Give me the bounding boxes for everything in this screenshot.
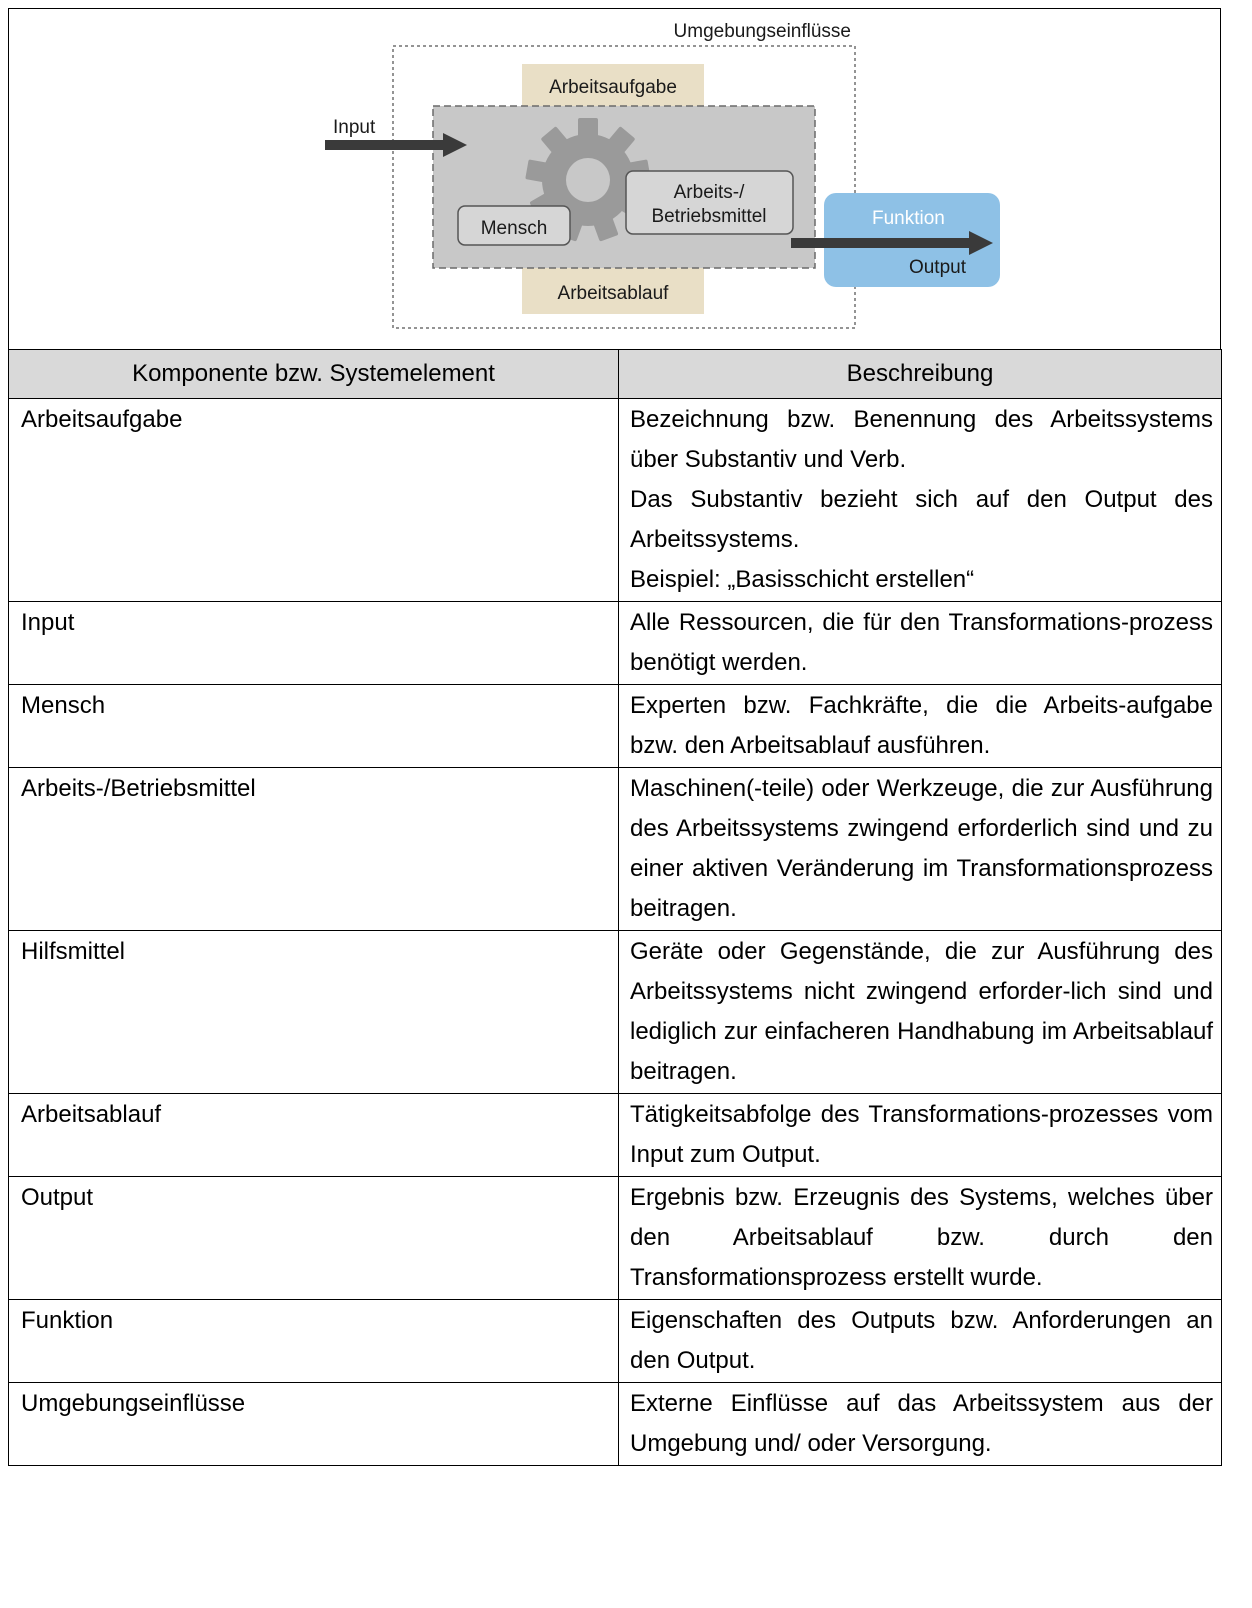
description-paragraph: Tätigkeitsabfolge des Transformations-prozesses vom Input zum Output.	[630, 1101, 1213, 1168]
task-label: Arbeitsaufgabe	[549, 77, 677, 98]
component-cell: Input	[9, 602, 619, 685]
description-paragraph: Bezeichnung bzw. Benennung des Arbeitssystems über Substantiv und Verb.	[630, 406, 1213, 473]
description-cell	[619, 1383, 1222, 1466]
table-row	[9, 685, 1222, 768]
description-cell	[619, 1177, 1222, 1300]
description-paragraph: Alle Ressourcen, die für den Transformations-prozess benötigt werden.	[630, 609, 1213, 676]
component-table	[8, 349, 1222, 1466]
function-label: Funktion	[872, 208, 945, 229]
header-component: Komponente bzw. Systemelement	[9, 350, 619, 399]
table-row	[9, 1300, 1222, 1383]
table-row	[9, 768, 1222, 931]
description-cell	[619, 685, 1222, 768]
description-paragraph: Beispiel: „Basisschicht erstellen“	[630, 566, 975, 593]
input-label: Input	[333, 117, 376, 138]
table-row	[9, 931, 1222, 1094]
component-cell: Arbeitsablauf	[9, 1094, 619, 1177]
human-label: Mensch	[480, 218, 548, 239]
description-paragraph: Ergebnis bzw. Erzeugnis des Systems, welches über den Arbeitsablauf bzw. durch den Transformationsprozess erstellt wurde.	[630, 1184, 1213, 1291]
description-cell	[619, 1300, 1222, 1383]
description-cell	[619, 602, 1222, 685]
component-cell: Mensch	[9, 685, 619, 768]
component-cell: Funktion	[9, 1300, 619, 1383]
output-label: Output	[908, 257, 966, 278]
description-cell	[619, 1094, 1222, 1177]
description-paragraph: Externe Einflüsse auf das Arbeitssystem aus der Umgebung und/ oder Versorgung.	[630, 1390, 1213, 1457]
description-cell	[619, 931, 1222, 1094]
work-system-diagram	[9, 9, 1222, 350]
description-paragraph: Das Substantiv bezieht sich auf den Output des Arbeitssystems.	[630, 486, 1213, 553]
table-row	[9, 1094, 1222, 1177]
table-header-row	[9, 350, 1222, 399]
table-row	[9, 399, 1222, 602]
component-cell: Arbeitsaufgabe	[9, 399, 619, 602]
description-paragraph: Experten bzw. Fachkräfte, die die Arbeits-aufgabe bzw. den Arbeitsablauf ausführen.	[630, 692, 1213, 759]
component-cell: Hilfsmittel	[9, 931, 619, 1094]
component-cell: Arbeits-/Betriebsmittel	[9, 768, 619, 931]
description-paragraph: Eigenschaften des Outputs bzw. Anforderungen an den Output.	[630, 1307, 1213, 1374]
description-cell	[619, 768, 1222, 931]
work-system-diagram-cell	[8, 8, 1221, 349]
table-row	[9, 602, 1222, 685]
workflow-label: Arbeitsablauf	[557, 283, 669, 304]
table-row	[9, 1383, 1222, 1466]
description-paragraph: Geräte oder Gegenstände, die zur Ausführung des Arbeitssystems nicht zwingend erforder-lich sind und lediglich zur einfacheren Handhabung im Arbeitsablauf beitragen.	[630, 938, 1213, 1085]
description-cell	[619, 399, 1222, 602]
table-row	[9, 1177, 1222, 1300]
component-cell: Umgebungseinflüsse	[9, 1383, 619, 1466]
environment-label: Umgebungseinflüsse	[673, 21, 851, 42]
header-description: Beschreibung	[619, 350, 1222, 399]
description-paragraph: Maschinen(-teile) oder Werkzeuge, die zur Ausführung des Arbeitssystems zwingend erforderlich sind und zu einer aktiven Veränderung im Transformationsprozess beitragen.	[630, 775, 1213, 922]
equipment-label-line2: Betriebsmittel	[651, 206, 767, 227]
equipment-label-line1: Arbeits-/	[673, 182, 745, 203]
component-cell: Output	[9, 1177, 619, 1300]
